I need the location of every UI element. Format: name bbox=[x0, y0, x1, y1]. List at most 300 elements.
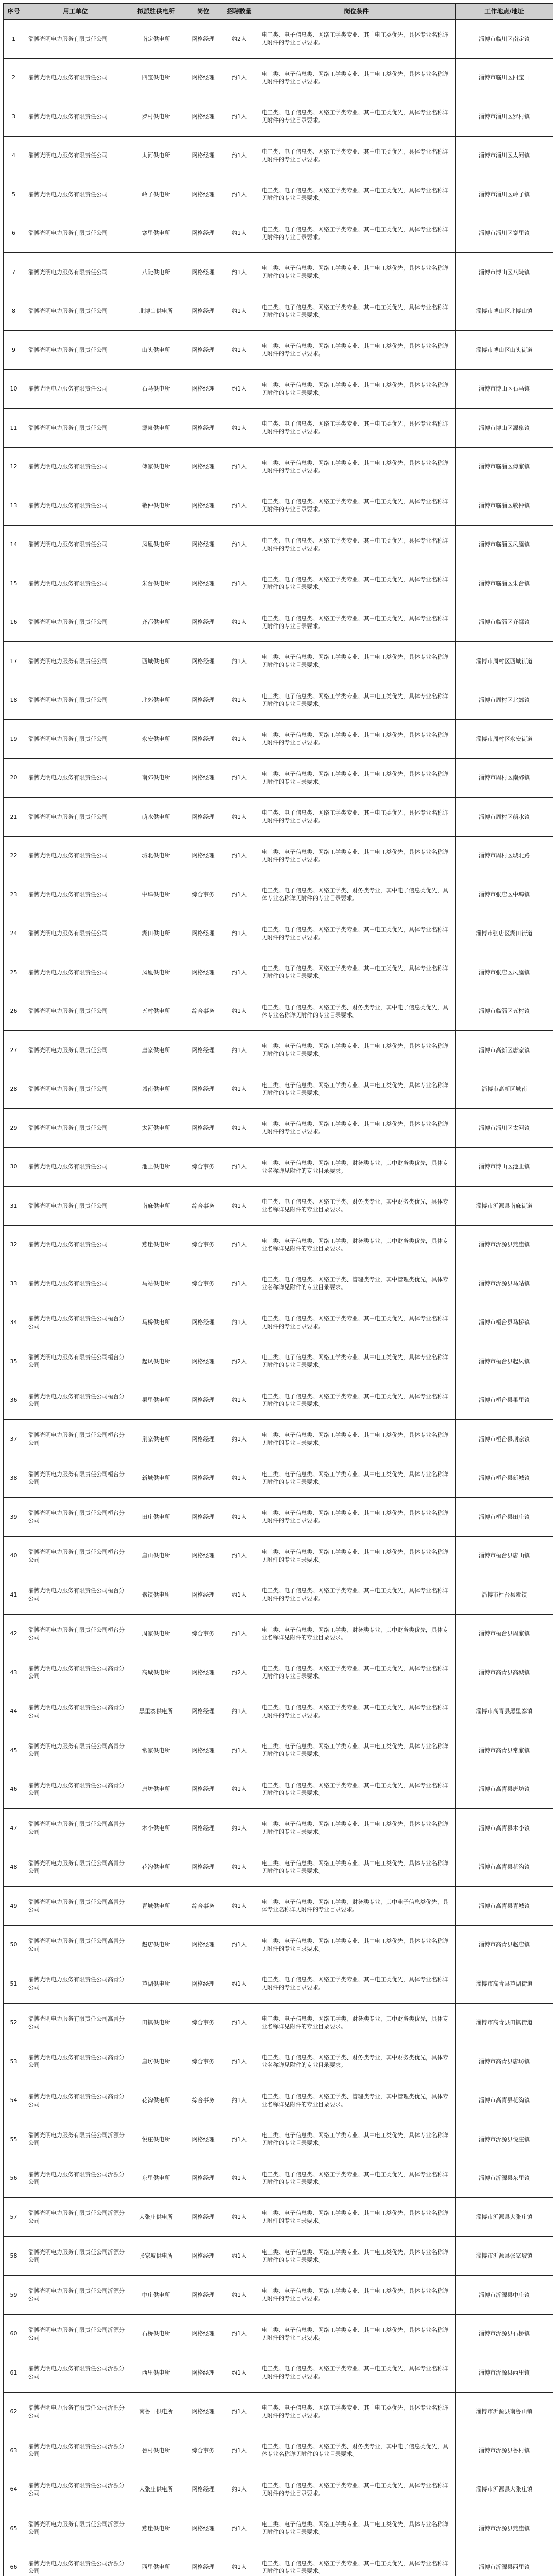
cell-unit: 淄博光明电力服务有限责任公司高青分公司 bbox=[24, 1848, 127, 1887]
table-row bbox=[4, 836, 553, 875]
table-row bbox=[4, 1809, 553, 1848]
cell-no: 46 bbox=[4, 1770, 24, 1809]
cell-conditions: 电工类、电子信息类、网络工学类、财务类专业，其中财务类优先，具体专业名称详见附件的专业目录要求。 bbox=[257, 1187, 456, 1226]
cell-unit: 淄博光明电力服务有限责任公司沂源分公司 bbox=[24, 2509, 127, 2548]
cell-unit: 淄博光明电力服务有限责任公司 bbox=[24, 720, 127, 759]
cell-no: 63 bbox=[4, 2431, 24, 2470]
cell-conditions: 电工类、电子信息类、网络工学类专业、其中电工类优先，具体专业名称详见附件的专业目录要求。 bbox=[257, 1031, 456, 1070]
cell-conditions: 电工类、电子信息类、网络工学类专业、其中电工类优先，具体专业名称详见附件的专业目录要求。 bbox=[257, 1070, 456, 1109]
cell-station: 西里供电所 bbox=[127, 2548, 185, 2576]
table-row bbox=[4, 1459, 553, 1498]
cell-unit: 淄博光明电力服务有限责任公司 bbox=[24, 253, 127, 292]
cell-post: 网格经理 bbox=[185, 1692, 221, 1731]
cell-post: 综合事务 bbox=[185, 2081, 221, 2120]
cell-unit: 淄博光明电力服务有限责任公司 bbox=[24, 1031, 127, 1070]
cell-station: 西城供电所 bbox=[127, 642, 185, 681]
cell-count: 约1人 bbox=[221, 798, 257, 837]
table-row bbox=[4, 369, 553, 409]
cell-count: 约1人 bbox=[221, 331, 257, 370]
cell-place: 淄博市博山区八陡镇 bbox=[456, 253, 553, 292]
cell-conditions: 电工类、电子信息类、网络工学类专业、其中电工类优先，具体专业名称详见附件的专业目录要求。 bbox=[257, 2548, 456, 2576]
cell-unit: 淄博光明电力服务有限责任公司高青分公司 bbox=[24, 1731, 127, 1770]
table-row bbox=[4, 1614, 553, 1653]
cell-no: 4 bbox=[4, 136, 24, 175]
cell-unit: 淄博光明电力服务有限责任公司桓台分公司 bbox=[24, 1381, 127, 1420]
table-row bbox=[4, 1770, 553, 1809]
table-row bbox=[4, 1147, 553, 1187]
cell-station: 唐山供电所 bbox=[127, 1536, 185, 1575]
cell-no: 43 bbox=[4, 1653, 24, 1692]
cell-no: 58 bbox=[4, 2236, 24, 2276]
cell-no: 30 bbox=[4, 1147, 24, 1187]
cell-station: 五村供电所 bbox=[127, 992, 185, 1031]
cell-station: 湖田供电所 bbox=[127, 914, 185, 953]
cell-post: 网格经理 bbox=[185, 758, 221, 798]
cell-place: 淄博市桓台县田庄镇 bbox=[456, 1498, 553, 1537]
cell-count: 约1人 bbox=[221, 1887, 257, 1926]
cell-post: 综合事务 bbox=[185, 992, 221, 1031]
cell-post: 网格经理 bbox=[185, 1031, 221, 1070]
cell-count: 约1人 bbox=[221, 2431, 257, 2470]
cell-count: 约1人 bbox=[221, 1031, 257, 1070]
cell-post: 网格经理 bbox=[185, 525, 221, 564]
cell-unit: 淄博光明电力服务有限责任公司桓台分公司 bbox=[24, 1459, 127, 1498]
cell-place: 淄博市桓台县果里镇 bbox=[456, 1381, 553, 1420]
cell-place: 淄博市周村区萌水镇 bbox=[456, 798, 553, 837]
cell-no: 16 bbox=[4, 603, 24, 642]
cell-count: 约1人 bbox=[221, 603, 257, 642]
cell-place: 淄博市桓台县马桥镇 bbox=[456, 1303, 553, 1342]
cell-no: 3 bbox=[4, 97, 24, 137]
cell-unit: 淄博光明电力服务有限责任公司 bbox=[24, 369, 127, 409]
cell-count: 约1人 bbox=[221, 486, 257, 526]
cell-conditions: 电工类、电子信息类、网络工学类专业、其中电工类优先，具体专业名称详见附件的专业目录要求。 bbox=[257, 331, 456, 370]
cell-no: 12 bbox=[4, 447, 24, 486]
table-row bbox=[4, 1653, 553, 1692]
table-row bbox=[4, 1264, 553, 1303]
cell-conditions: 电工类、电子信息类、网络工学类专业、其中电工类优先，具体专业名称详见附件的专业目录要求。 bbox=[257, 2470, 456, 2509]
cell-count: 约1人 bbox=[221, 2509, 257, 2548]
cell-conditions: 电工类、电子信息类、网络工学类专业、其中电工类优先，具体专业名称详见附件的专业目录要求。 bbox=[257, 20, 456, 59]
cell-count: 约1人 bbox=[221, 953, 257, 992]
cell-no: 50 bbox=[4, 1925, 24, 1964]
cell-station: 北博山供电所 bbox=[127, 292, 185, 331]
cell-unit: 淄博光明电力服务有限责任公司 bbox=[24, 875, 127, 914]
cell-station: 山头供电所 bbox=[127, 331, 185, 370]
table-row bbox=[4, 2392, 553, 2431]
cell-post: 网格经理 bbox=[185, 2198, 221, 2237]
table-row bbox=[4, 1536, 553, 1575]
cell-count: 约1人 bbox=[221, 2003, 257, 2042]
cell-count: 约1人 bbox=[221, 2198, 257, 2237]
table-row bbox=[4, 2081, 553, 2120]
cell-place: 淄博市沂源县张家坡镇 bbox=[456, 2236, 553, 2276]
cell-conditions: 电工类、电子信息类、网络工学类、财务类专业，其中财务类优先，具体专业名称详见附件的专业目录要求。 bbox=[257, 1225, 456, 1264]
cell-post: 网格经理 bbox=[185, 1070, 221, 1109]
cell-post: 综合事务 bbox=[185, 1264, 221, 1303]
cell-no: 8 bbox=[4, 292, 24, 331]
table-row bbox=[4, 292, 553, 331]
cell-post: 网格经理 bbox=[185, 1964, 221, 2004]
cell-no: 59 bbox=[4, 2276, 24, 2315]
cell-no: 42 bbox=[4, 1614, 24, 1653]
table-row bbox=[4, 642, 553, 681]
cell-unit: 淄博光明电力服务有限责任公司沂源分公司 bbox=[24, 2392, 127, 2431]
cell-station: 中庄供电所 bbox=[127, 2276, 185, 2315]
table-row bbox=[4, 253, 553, 292]
cell-unit: 淄博光明电力服务有限责任公司高青分公司 bbox=[24, 1692, 127, 1731]
cell-conditions: 电工类、电子信息类、网络工学类专业、其中电工类优先，具体专业名称详见附件的专业目录要求。 bbox=[257, 175, 456, 214]
cell-place: 淄博市周村区南郊镇 bbox=[456, 758, 553, 798]
cell-station: 果里供电所 bbox=[127, 1381, 185, 1420]
cell-conditions: 电工类、电子信息类、网络工学类、财务类专业，其中财务类优先，具体专业名称详见附件的专业目录要求。 bbox=[257, 2042, 456, 2081]
cell-count: 约1人 bbox=[221, 1498, 257, 1537]
cell-post: 网格经理 bbox=[185, 20, 221, 59]
cell-post: 网格经理 bbox=[185, 1303, 221, 1342]
cell-no: 14 bbox=[4, 525, 24, 564]
cell-unit: 淄博光明电力服务有限责任公司 bbox=[24, 564, 127, 603]
cell-conditions: 电工类、电子信息类、网络工学类专业、其中电工类优先，具体专业名称详见附件的专业目录要求。 bbox=[257, 1109, 456, 1148]
cell-no: 47 bbox=[4, 1809, 24, 1848]
cell-conditions: 电工类、电子信息类、网络工学类专业、其中电工类优先，具体专业名称详见附件的专业目录要求。 bbox=[257, 292, 456, 331]
cell-station: 赵店供电所 bbox=[127, 1925, 185, 1964]
cell-place: 淄博市高青县黑里寨镇 bbox=[456, 1692, 553, 1731]
cell-unit: 淄博光明电力服务有限责任公司沂源分公司 bbox=[24, 2470, 127, 2509]
cell-count: 约1人 bbox=[221, 914, 257, 953]
cell-station: 马桥供电所 bbox=[127, 1303, 185, 1342]
cell-count: 约1人 bbox=[221, 2081, 257, 2120]
cell-unit: 淄博光明电力服务有限责任公司 bbox=[24, 992, 127, 1031]
cell-station: 田镇供电所 bbox=[127, 2003, 185, 2042]
cell-no: 39 bbox=[4, 1498, 24, 1537]
cell-count: 约1人 bbox=[221, 2236, 257, 2276]
table-row bbox=[4, 447, 553, 486]
cell-count: 约1人 bbox=[221, 369, 257, 409]
cell-post: 网格经理 bbox=[185, 681, 221, 720]
table-row bbox=[4, 2431, 553, 2470]
cell-station: 唐家供电所 bbox=[127, 1031, 185, 1070]
cell-place: 淄博市高青县唐坊镇 bbox=[456, 1770, 553, 1809]
cell-no: 26 bbox=[4, 992, 24, 1031]
cell-conditions: 电工类、电子信息类、网络工学类专业、其中电工类优先，具体专业名称详见附件的专业目录要求。 bbox=[257, 798, 456, 837]
cell-unit: 淄博光明电力服务有限责任公司 bbox=[24, 525, 127, 564]
cell-unit: 淄博光明电力服务有限责任公司高青分公司 bbox=[24, 1925, 127, 1964]
cell-count: 约1人 bbox=[221, 214, 257, 253]
cell-station: 燕崖供电所 bbox=[127, 2509, 185, 2548]
cell-station: 大张庄供电所 bbox=[127, 2198, 185, 2237]
cell-unit: 淄博光明电力服务有限责任公司 bbox=[24, 642, 127, 681]
cell-unit: 淄博光明电力服务有限责任公司 bbox=[24, 681, 127, 720]
cell-no: 25 bbox=[4, 953, 24, 992]
cell-station: 南鲁山供电所 bbox=[127, 2392, 185, 2431]
cell-unit: 淄博光明电力服务有限责任公司 bbox=[24, 758, 127, 798]
cell-place: 淄博市高青县花沟镇 bbox=[456, 2081, 553, 2120]
cell-conditions: 电工类、电子信息类、网络工学类专业、其中电工类优先，具体专业名称详见附件的专业目录要求。 bbox=[257, 369, 456, 409]
cell-no: 5 bbox=[4, 175, 24, 214]
cell-station: 萌水供电所 bbox=[127, 798, 185, 837]
cell-no: 48 bbox=[4, 1848, 24, 1887]
table-row bbox=[4, 1925, 553, 1964]
cell-station: 敬仲供电所 bbox=[127, 486, 185, 526]
table-row bbox=[4, 1420, 553, 1459]
cell-post: 网格经理 bbox=[185, 97, 221, 137]
cell-station: 城南供电所 bbox=[127, 1070, 185, 1109]
cell-post: 网格经理 bbox=[185, 2120, 221, 2159]
cell-post: 网格经理 bbox=[185, 2392, 221, 2431]
cell-conditions: 电工类、电子信息类、网络工学类专业、其中电工类优先，具体专业名称详见附件的专业目录要求。 bbox=[257, 2159, 456, 2198]
cell-station: 八陡供电所 bbox=[127, 253, 185, 292]
cell-unit: 淄博光明电力服务有限责任公司 bbox=[24, 1147, 127, 1187]
cell-station: 池上供电所 bbox=[127, 1147, 185, 1187]
cell-unit: 淄博光明电力服务有限责任公司桓台分公司 bbox=[24, 1575, 127, 1615]
cell-place: 淄博市高青县常家镇 bbox=[456, 1731, 553, 1770]
cell-conditions: 电工类、电子信息类、网络工学类专业、其中电工类优先，具体专业名称详见附件的专业目录要求。 bbox=[257, 1536, 456, 1575]
header-no: 序号 bbox=[4, 4, 24, 20]
cell-conditions: 电工类、电子信息类、网络工学类专业、其中电工类优先，具体专业名称详见附件的专业目录要求。 bbox=[257, 1459, 456, 1498]
cell-count: 约1人 bbox=[221, 1303, 257, 1342]
cell-place: 淄博市沂源县西里镇 bbox=[456, 2353, 553, 2393]
cell-conditions: 电工类、电子信息类、网络工学类、财务类专业，其中电子信息类优先，具体专业名称详见附件的专业目录要求。 bbox=[257, 875, 456, 914]
cell-post: 网格经理 bbox=[185, 486, 221, 526]
cell-conditions: 电工类、电子信息类、网络工学类专业、其中电工类优先，具体专业名称详见附件的专业目录要求。 bbox=[257, 486, 456, 526]
cell-no: 56 bbox=[4, 2159, 24, 2198]
cell-unit: 淄博光明电力服务有限责任公司桓台分公司 bbox=[24, 1536, 127, 1575]
cell-no: 27 bbox=[4, 1031, 24, 1070]
table-row bbox=[4, 1031, 553, 1070]
cell-unit: 淄博光明电力服务有限责任公司高青分公司 bbox=[24, 1770, 127, 1809]
cell-post: 网格经理 bbox=[185, 175, 221, 214]
header-station: 拟派驻供电所 bbox=[127, 4, 185, 20]
cell-post: 网格经理 bbox=[185, 2314, 221, 2353]
cell-count: 约1人 bbox=[221, 1147, 257, 1187]
cell-no: 7 bbox=[4, 253, 24, 292]
cell-station: 南定供电所 bbox=[127, 20, 185, 59]
recruitment-table bbox=[3, 3, 553, 2576]
table-row bbox=[4, 2003, 553, 2042]
cell-post: 网格经理 bbox=[185, 2548, 221, 2576]
cell-conditions: 电工类、电子信息类、网络工学类专业、其中电工类优先，具体专业名称详见附件的专业目录要求。 bbox=[257, 1575, 456, 1615]
cell-count: 约1人 bbox=[221, 992, 257, 1031]
cell-post: 综合事务 bbox=[185, 1147, 221, 1187]
cell-place: 淄博市淄川区罗村镇 bbox=[456, 97, 553, 137]
cell-unit: 淄博光明电力服务有限责任公司 bbox=[24, 836, 127, 875]
cell-station: 凤凰供电所 bbox=[127, 525, 185, 564]
cell-post: 网格经理 bbox=[185, 447, 221, 486]
cell-place: 淄博市淄川区寨里镇 bbox=[456, 214, 553, 253]
cell-post: 网格经理 bbox=[185, 1731, 221, 1770]
table-row bbox=[4, 1887, 553, 1926]
cell-count: 约1人 bbox=[221, 1420, 257, 1459]
table-row bbox=[4, 1964, 553, 2004]
cell-station: 马站供电所 bbox=[127, 1264, 185, 1303]
cell-unit: 淄博光明电力服务有限责任公司 bbox=[24, 798, 127, 837]
cell-no: 64 bbox=[4, 2470, 24, 2509]
cell-conditions: 电工类、电子信息类、网络工学类专业、其中电工类优先，具体专业名称详见附件的专业目录要求。 bbox=[257, 136, 456, 175]
cell-post: 网格经理 bbox=[185, 914, 221, 953]
cell-unit: 淄博光明电力服务有限责任公司 bbox=[24, 214, 127, 253]
cell-count: 约1人 bbox=[221, 720, 257, 759]
cell-count: 约1人 bbox=[221, 1964, 257, 2004]
cell-conditions: 电工类、电子信息类、网络工学类专业、其中电工类优先，具体专业名称详见附件的专业目录要求。 bbox=[257, 1342, 456, 1381]
cell-no: 54 bbox=[4, 2081, 24, 2120]
cell-place: 淄博市桓台县周家镇 bbox=[456, 1614, 553, 1653]
cell-unit: 淄博光明电力服务有限责任公司沂源分公司 bbox=[24, 2159, 127, 2198]
cell-place: 淄博市沂源县东里镇 bbox=[456, 2159, 553, 2198]
cell-conditions: 电工类、电子信息类、网络工学类专业、其中电工类优先，具体专业名称详见附件的专业目录要求。 bbox=[257, 1848, 456, 1887]
cell-unit: 淄博光明电力服务有限责任公司高青分公司 bbox=[24, 1653, 127, 1692]
recruitment-table-sheet bbox=[3, 3, 553, 2576]
cell-station: 大张庄供电所 bbox=[127, 2470, 185, 2509]
cell-unit: 淄博光明电力服务有限责任公司 bbox=[24, 292, 127, 331]
cell-unit: 淄博光明电力服务有限责任公司 bbox=[24, 331, 127, 370]
cell-no: 24 bbox=[4, 914, 24, 953]
table-row bbox=[4, 914, 553, 953]
cell-count: 约1人 bbox=[221, 1264, 257, 1303]
cell-station: 高城供电所 bbox=[127, 1653, 185, 1692]
cell-place: 淄博市高青县田镇街道 bbox=[456, 2003, 553, 2042]
cell-place: 淄博市高青县木李镇 bbox=[456, 1809, 553, 1848]
cell-place: 淄博市临淄区朱台镇 bbox=[456, 564, 553, 603]
cell-post: 网格经理 bbox=[185, 369, 221, 409]
cell-unit: 淄博光明电力服务有限责任公司桓台分公司 bbox=[24, 1614, 127, 1653]
cell-conditions: 电工类、电子信息类、网络工学类专业、其中电工类优先，具体专业名称详见附件的专业目录要求。 bbox=[257, 2198, 456, 2237]
table-row bbox=[4, 2470, 553, 2509]
table-row bbox=[4, 1498, 553, 1537]
cell-post: 网格经理 bbox=[185, 292, 221, 331]
table-row bbox=[4, 681, 553, 720]
table-row bbox=[4, 525, 553, 564]
cell-unit: 淄博光明电力服务有限责任公司高青分公司 bbox=[24, 1964, 127, 2004]
table-row bbox=[4, 2509, 553, 2548]
cell-conditions: 电工类、电子信息类、网络工学类专业、其中电工类优先，具体专业名称详见附件的专业目录要求。 bbox=[257, 2314, 456, 2353]
table-row bbox=[4, 136, 553, 175]
cell-no: 23 bbox=[4, 875, 24, 914]
cell-station: 周家供电所 bbox=[127, 1614, 185, 1653]
table-row bbox=[4, 603, 553, 642]
header-count: 招聘数量 bbox=[221, 4, 257, 20]
cell-place: 淄博市沂源县悦庄镇 bbox=[456, 2120, 553, 2159]
cell-count: 约1人 bbox=[221, 1614, 257, 1653]
cell-place: 淄博市高青县赵店镇 bbox=[456, 1925, 553, 1964]
cell-station: 张家坡供电所 bbox=[127, 2236, 185, 2276]
cell-station: 朱台供电所 bbox=[127, 564, 185, 603]
cell-station: 太河供电所 bbox=[127, 136, 185, 175]
cell-station: 悦庄供电所 bbox=[127, 2120, 185, 2159]
cell-count: 约1人 bbox=[221, 175, 257, 214]
cell-no: 15 bbox=[4, 564, 24, 603]
cell-count: 约1人 bbox=[221, 2120, 257, 2159]
cell-place: 淄博市沂源县南鲁山镇 bbox=[456, 2392, 553, 2431]
table-row bbox=[4, 1381, 553, 1420]
cell-conditions: 电工类、电子信息类、网络工学类专业、其中电工类优先，具体专业名称详见附件的专业目录要求。 bbox=[257, 1925, 456, 1964]
cell-place: 淄博市沂源县西里镇 bbox=[456, 2548, 553, 2576]
cell-place: 淄博市桓台县新城镇 bbox=[456, 1459, 553, 1498]
cell-conditions: 电工类、电子信息类、网络工学类专业、其中电工类优先，具体专业名称详见附件的专业目录要求。 bbox=[257, 2276, 456, 2315]
cell-conditions: 电工类、电子信息类、网络工学类专业、其中电工类优先，具体专业名称详见附件的专业目录要求。 bbox=[257, 2509, 456, 2548]
table-row bbox=[4, 2276, 553, 2315]
cell-place: 淄博市张店区湖田街道 bbox=[456, 914, 553, 953]
cell-unit: 淄博光明电力服务有限责任公司 bbox=[24, 603, 127, 642]
cell-unit: 淄博光明电力服务有限责任公司 bbox=[24, 486, 127, 526]
cell-place: 淄博市临川区四宝山 bbox=[456, 58, 553, 97]
cell-station: 罗村供电所 bbox=[127, 97, 185, 137]
cell-count: 约2人 bbox=[221, 1653, 257, 1692]
cell-place: 淄博市周村区城北路 bbox=[456, 836, 553, 875]
cell-conditions: 电工类、电子信息类、网络工学类专业、其中电工类优先，具体专业名称详见附件的专业目录要求。 bbox=[257, 758, 456, 798]
cell-no: 18 bbox=[4, 681, 24, 720]
cell-post: 网格经理 bbox=[185, 331, 221, 370]
cell-place: 淄博市高青县花沟镇 bbox=[456, 1848, 553, 1887]
cell-post: 综合事务 bbox=[185, 1225, 221, 1264]
cell-conditions: 电工类、电子信息类、网络工学类、管理类专业，其中管理类优先，具体专业名称详见附件的专业目录要求。 bbox=[257, 2081, 456, 2120]
cell-station: 城北供电所 bbox=[127, 836, 185, 875]
cell-place: 淄博市临淄区傅家镇 bbox=[456, 447, 553, 486]
header-unit: 用工单位 bbox=[24, 4, 127, 20]
cell-conditions: 电工类、电子信息类、网络工学类专业、其中电工类优先，具体专业名称详见附件的专业目录要求。 bbox=[257, 603, 456, 642]
cell-count: 约1人 bbox=[221, 2314, 257, 2353]
cell-conditions: 电工类、电子信息类、网络工学类专业、其中电工类优先，具体专业名称详见附件的专业目录要求。 bbox=[257, 953, 456, 992]
table-row bbox=[4, 20, 553, 59]
cell-unit: 淄博光明电力服务有限责任公司高青分公司 bbox=[24, 2081, 127, 2120]
cell-unit: 淄博光明电力服务有限责任公司 bbox=[24, 953, 127, 992]
header-place: 工作地点/地址 bbox=[456, 4, 553, 20]
cell-post: 网格经理 bbox=[185, 798, 221, 837]
table-row bbox=[4, 2353, 553, 2393]
table-row bbox=[4, 175, 553, 214]
cell-count: 约1人 bbox=[221, 875, 257, 914]
cell-post: 网格经理 bbox=[185, 1536, 221, 1575]
cell-unit: 淄博光明电力服务有限责任公司 bbox=[24, 1264, 127, 1303]
cell-unit: 淄博光明电力服务有限责任公司 bbox=[24, 1070, 127, 1109]
table-row bbox=[4, 214, 553, 253]
cell-count: 约1人 bbox=[221, 1770, 257, 1809]
cell-count: 约1人 bbox=[221, 2353, 257, 2393]
cell-count: 约1人 bbox=[221, 1692, 257, 1731]
cell-post: 网格经理 bbox=[185, 2509, 221, 2548]
cell-place: 淄博市沂源县中庄镇 bbox=[456, 2276, 553, 2315]
cell-post: 网格经理 bbox=[185, 1109, 221, 1148]
table-row bbox=[4, 953, 553, 992]
table-row bbox=[4, 409, 553, 448]
cell-station: 西里供电所 bbox=[127, 2353, 185, 2393]
cell-place: 淄博市高青县高城镇 bbox=[456, 1653, 553, 1692]
cell-count: 约1人 bbox=[221, 1070, 257, 1109]
cell-no: 33 bbox=[4, 1264, 24, 1303]
cell-post: 网格经理 bbox=[185, 2159, 221, 2198]
cell-conditions: 电工类、电子信息类、网络工学类专业、其中电工类优先，具体专业名称详见附件的专业目录要求。 bbox=[257, 447, 456, 486]
cell-post: 网格经理 bbox=[185, 253, 221, 292]
cell-count: 约1人 bbox=[221, 525, 257, 564]
cell-place: 淄博市沂源县燕崖镇 bbox=[456, 2509, 553, 2548]
table-row bbox=[4, 720, 553, 759]
cell-no: 35 bbox=[4, 1342, 24, 1381]
cell-unit: 淄博光明电力服务有限责任公司沂源分公司 bbox=[24, 2276, 127, 2315]
cell-place: 淄博市张店区中埠镇 bbox=[456, 875, 553, 914]
cell-station: 北郊供电所 bbox=[127, 681, 185, 720]
cell-count: 约1人 bbox=[221, 1809, 257, 1848]
cell-unit: 淄博光明电力服务有限责任公司 bbox=[24, 175, 127, 214]
cell-place: 淄博市高青县唐坊镇 bbox=[456, 2042, 553, 2081]
cell-station: 东里供电所 bbox=[127, 2159, 185, 2198]
table-row bbox=[4, 1731, 553, 1770]
cell-no: 1 bbox=[4, 20, 24, 59]
cell-count: 约1人 bbox=[221, 1459, 257, 1498]
cell-post: 网格经理 bbox=[185, 2236, 221, 2276]
cell-conditions: 电工类、电子信息类、网络工学类专业、其中电工类优先，具体专业名称详见附件的专业目录要求。 bbox=[257, 58, 456, 97]
cell-conditions: 电工类、电子信息类、网络工学类专业、其中电工类优先，具体专业名称详见附件的专业目录要求。 bbox=[257, 1964, 456, 2004]
cell-no: 19 bbox=[4, 720, 24, 759]
table-row bbox=[4, 2120, 553, 2159]
